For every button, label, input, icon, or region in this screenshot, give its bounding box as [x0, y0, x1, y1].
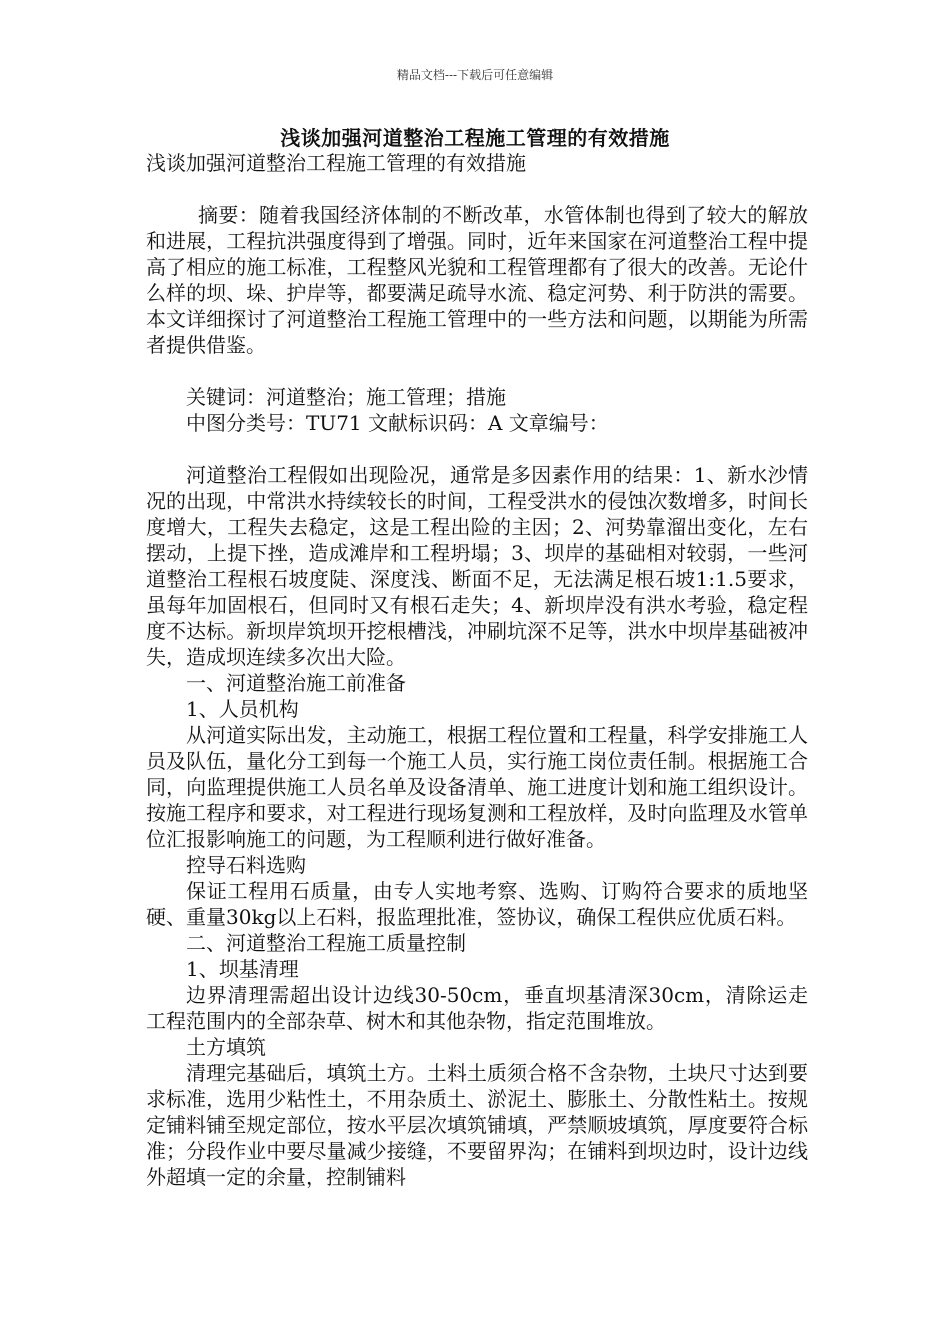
classification-line: 中图分类号：TU71 文献标识码：A 文章编号：	[186, 411, 609, 435]
body-paragraph: 从河道实际出发，主动施工，根据工程位置和工程量，科学安排施工人员及队伍，量化分工到每一个施工人员，实行施工岗位责任制。根据施工合同，向监理提供施工人员名单及设备清单、施工进度计划和施工组织设计。按施工程序和要求，对工程进行现场复测和工程放样，及时向监理及水管单位汇报影响施工的问题，为工程顺利进行做好准备。	[146, 723, 808, 851]
subsection-heading: 1、人员机构	[186, 697, 299, 721]
section-heading: 二、河道整治工程施工质量控制	[186, 931, 466, 955]
subsection-heading: 控导石料选购	[186, 853, 306, 877]
body-paragraph: 保证工程用石质量，由专人实地考察、选购、订购符合要求的质地坚硬、重量30kg以上石料，报监理批准，签协议，确保工程供应优质石料。	[146, 879, 808, 929]
subsection-heading: 1、坝基清理	[186, 957, 299, 981]
subsection-heading: 土方填筑	[186, 1035, 266, 1059]
section-heading: 一、河道整治施工前准备	[186, 671, 406, 695]
body-paragraph: 边界清理需超出设计边线30-50cm，垂直坝基清深30cm，清除运走工程范围内的全部杂草、树木和其他杂物，指定范围堆放。	[146, 983, 808, 1033]
body-paragraph: 清理完基础后，填筑土方。土料土质须合格不含杂物，土块尺寸达到要求标准，选用少粘性土，不用杂质土、淤泥土、膨胀土、分散性粘土。按规定铺料铺至规定部位，按水平层次填筑铺填，严禁顺坡填筑，厚度要符合标准；分段作业中要尽量减少接缝，不要留界沟；在铺料到坝边时，设计边线外超填一定的余量，控制铺料	[146, 1061, 808, 1189]
document-title: 浅谈加强河道整治工程施工管理的有效措施	[280, 126, 670, 150]
document-body	[146, 150, 808, 1190]
spacer	[146, 358, 808, 384]
spacer	[146, 176, 808, 202]
abstract-paragraph: 摘要：随着我国经济体制的不断改革，水管体制也得到了较大的解放和进展，工程抗洪强度得到了增强。同时，近年来国家在河道整治工程中提高了相应的施工标准，工程整风光貌和工程管理都有了很大的改善。无论什么样的坝、垛、护岸等，都要满足疏导水流、稳定河势、利于防洪的需要。本文详细探讨了河道整治工程施工管理中的一些方法和问题，以期能为所需者提供借鉴。	[146, 203, 808, 357]
header-note: 精品文档---下载后可任意编辑	[396, 68, 554, 82]
intro-paragraph: 河道整治工程假如出现险况，通常是多因素作用的结果：1、新水沙情况的出现，中常洪水持续较长的时间，工程受洪水的侵蚀次数增多，时间长度增大，工程失去稳定，这是工程出险的主因；2、河势靠溜出变化，左右摆动，上提下挫，造成滩岸和工程坍塌；3、坝岸的基础相对较弱，一些河道整治工程根石坡度陡、深度浅、断面不足，无法满足根石坡1:1.5要求，虽每年加固根石，但同时又有根石走失；4、新坝岸没有洪水考验，稳定程度不达标。新坝岸筑坝开挖根槽浅，冲刷坑深不足等，洪水中坝岸基础被冲失，造成坝连续多次出大险。	[146, 463, 808, 669]
spacer	[146, 436, 808, 462]
document-subtitle: 浅谈加强河道整治工程施工管理的有效措施	[146, 151, 526, 175]
keywords-line: 关键词：河道整治；施工管理；措施	[186, 385, 506, 409]
